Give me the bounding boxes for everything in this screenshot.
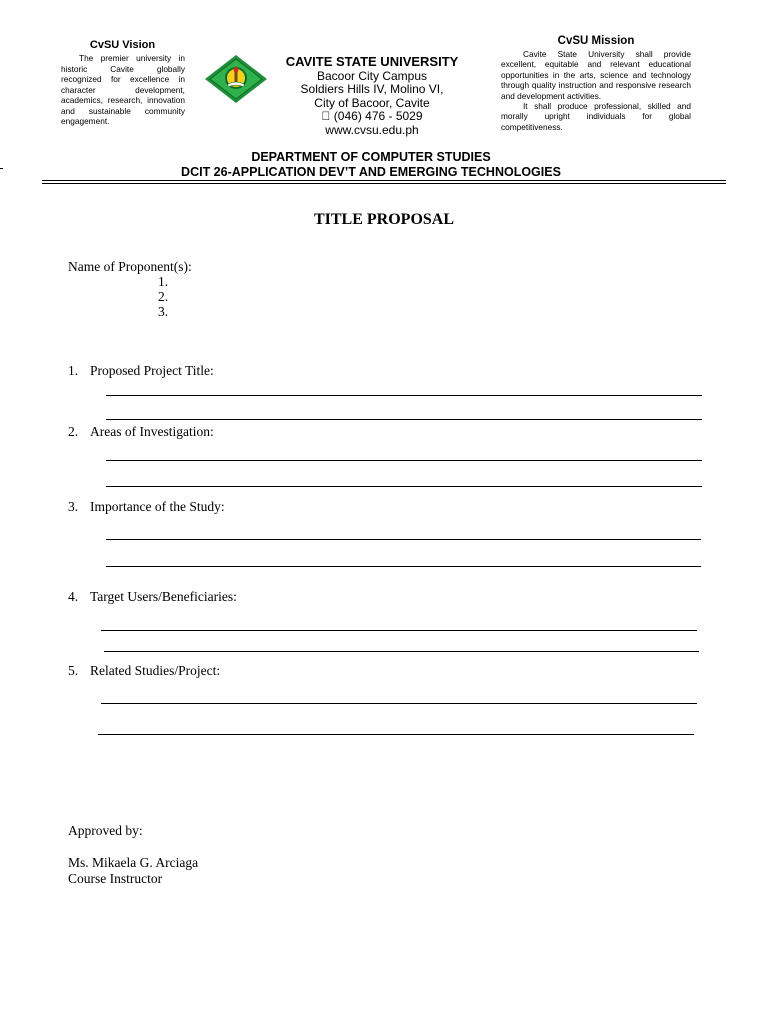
- question-2-label: [68, 424, 214, 439]
- answer-line[interactable]: [101, 703, 697, 704]
- vision-text: The premier university in historic Cavite globally recognized for excellence in character development, academics, research, innovation and sustainable community engagement.: [61, 53, 185, 126]
- university-header: [272, 55, 472, 138]
- question-text: Proposed Project Title:: [90, 363, 214, 378]
- question-text: Areas of Investigation:: [90, 424, 214, 439]
- department-header: [100, 150, 642, 180]
- cvsu-seal-icon: [204, 54, 268, 104]
- answer-line[interactable]: [106, 539, 701, 540]
- mission-paragraph-1: Cavite State University shall provide excellent, equitable and relevant educational opportunities in the arts, science and technology through quality instruction and responsive research and development activities.: [501, 49, 691, 101]
- header-divider-bottom: [42, 183, 726, 184]
- university-name: CAVITE STATE UNIVERSITY: [285, 54, 459, 69]
- question-4-label: [68, 589, 237, 604]
- mission-paragraph-2: It shall produce professional, skilled and morally upright individuals for global competitiveness.: [501, 101, 691, 132]
- question-3-label: [68, 499, 225, 514]
- proponent-number: 2.: [158, 289, 169, 304]
- question-5-label: [68, 663, 220, 678]
- answer-line[interactable]: [106, 486, 702, 487]
- question-1-label: [68, 363, 214, 378]
- proponent-number: 1.: [158, 274, 169, 289]
- answer-line[interactable]: [104, 651, 699, 652]
- question-number: 1.: [68, 363, 79, 378]
- page-title: TITLE PROPOSAL: [313, 211, 455, 228]
- vision-title: CvSU Vision: [89, 39, 156, 51]
- mission-title: CvSU Mission: [557, 35, 635, 47]
- question-number: 5.: [68, 663, 79, 678]
- question-number: 4.: [68, 589, 79, 604]
- question-number: 3.: [68, 499, 79, 514]
- answer-line[interactable]: [106, 395, 702, 396]
- approver-block: [68, 855, 198, 887]
- header-divider-top: [42, 180, 726, 181]
- approved-by-label: Approved by:: [68, 823, 143, 838]
- answer-line[interactable]: [106, 566, 701, 567]
- answer-line[interactable]: [106, 419, 702, 420]
- phone-number: (046) 476 - 5029: [327, 109, 417, 124]
- answer-line[interactable]: [106, 460, 702, 461]
- answer-line[interactable]: [98, 734, 694, 735]
- mission-text: [501, 49, 691, 132]
- proponent-number: 3.: [158, 304, 169, 319]
- question-text: Target Users/Beneficiaries:: [90, 589, 237, 604]
- campus-name: Bacoor City Campus: [316, 68, 428, 83]
- margin-mark: [0, 168, 3, 169]
- department-name: DEPARTMENT OF COMPUTER STUDIES: [251, 150, 491, 164]
- course-name: DCIT 26-APPLICATION DEV’T AND EMERGING TECHNOLOGIES: [181, 165, 561, 179]
- website-url: www.cvsu.edu.ph: [325, 122, 419, 137]
- proponents-label: Name of Proponent(s):: [68, 259, 192, 274]
- approver-role: Course Instructor: [68, 871, 163, 886]
- question-number: 2.: [68, 424, 79, 439]
- question-text: Related Studies/Project:: [90, 663, 221, 678]
- question-text: Importance of the Study:: [90, 499, 225, 514]
- address-line-2: City of Bacoor, Cavite: [314, 95, 430, 110]
- answer-line[interactable]: [101, 630, 697, 631]
- address-line-1: Soldiers Hills IV, Molino VI,: [300, 82, 444, 97]
- proponent-list: [158, 274, 168, 319]
- approver-name: Ms. Mikaela G. Arciaga: [68, 855, 199, 870]
